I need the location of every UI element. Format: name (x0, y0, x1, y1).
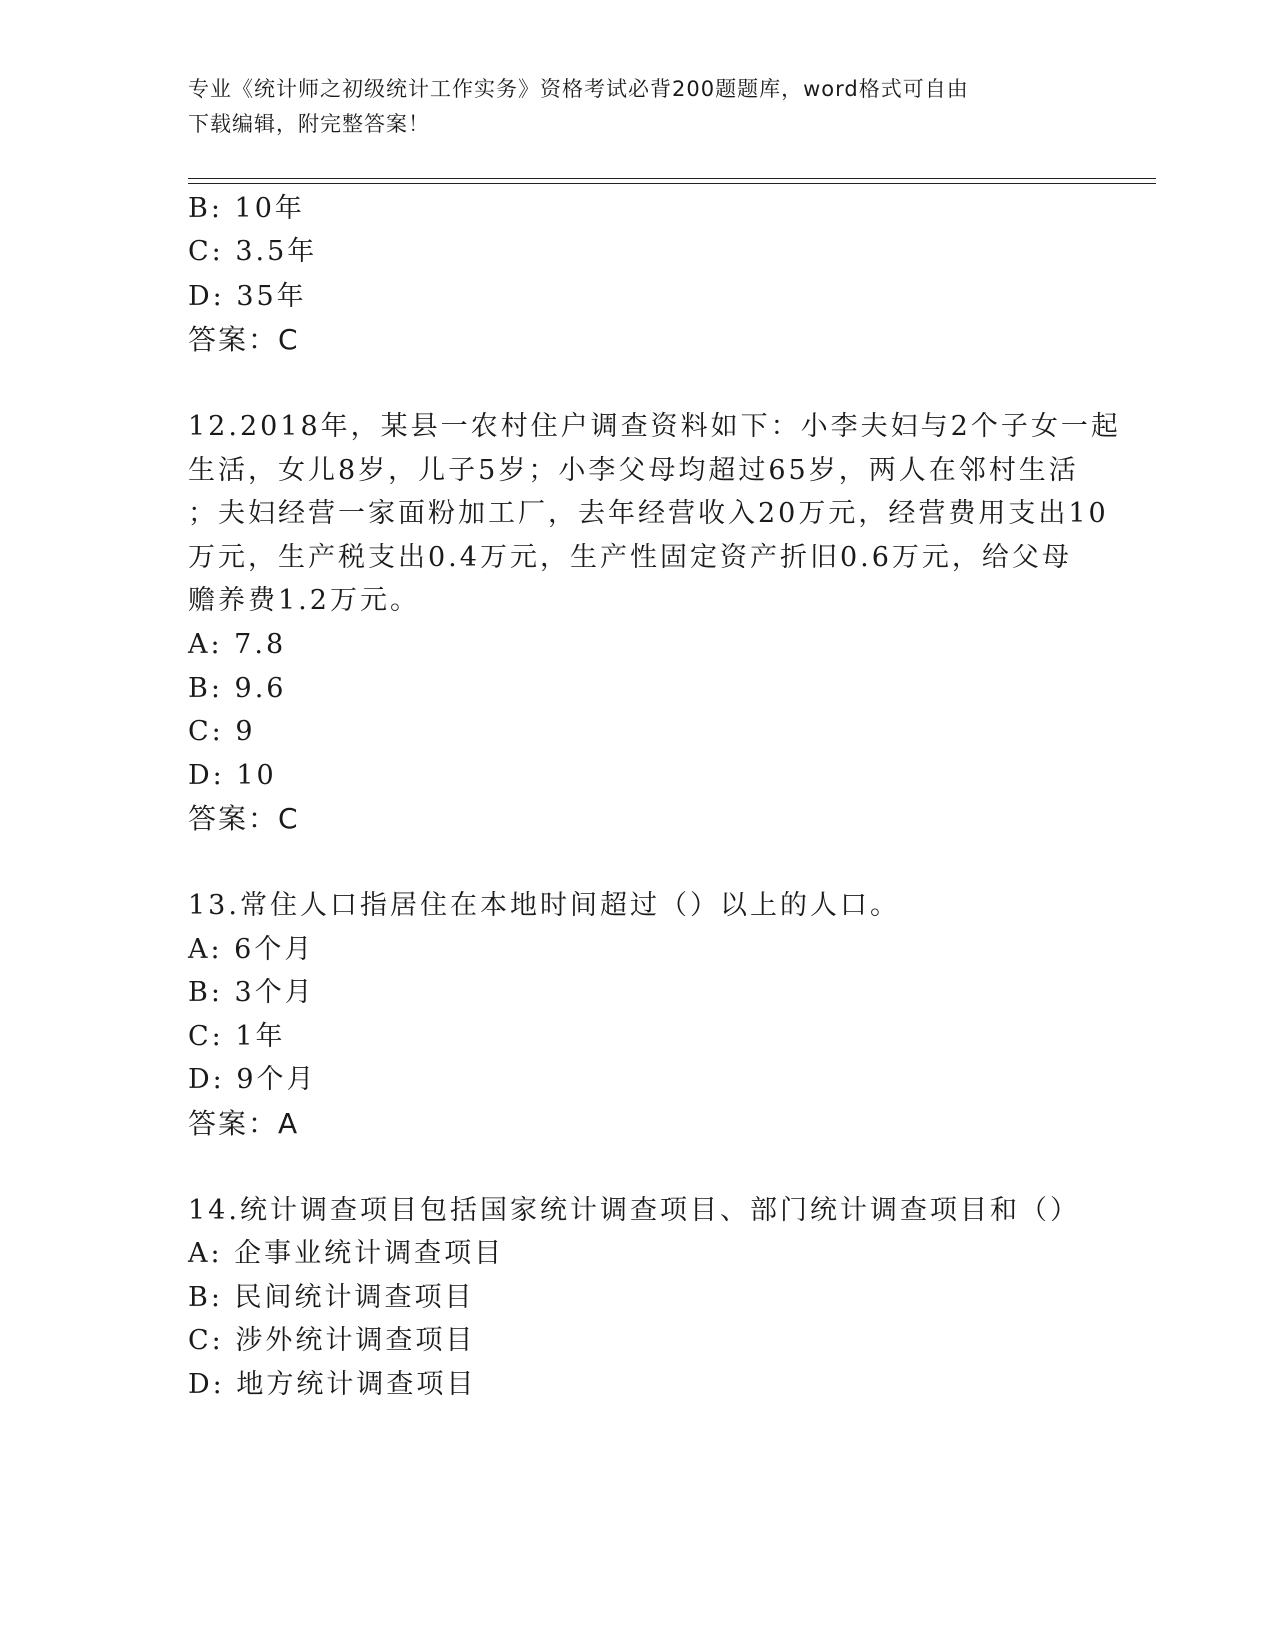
q13-answer: 答案：A (188, 1107, 300, 1140)
header-divider-bottom (188, 183, 1156, 184)
q12-stem-line-3: ；夫妇经营一家面粉加工厂，去年经营收入20万元，经营费用支出10 (188, 498, 1109, 529)
q13-option-b: B: 3个月 (188, 977, 315, 1008)
q14-option-b: B: 民间统计调查项目 (188, 1282, 475, 1313)
q14-option-a: A: 企事业统计调查项目 (188, 1238, 505, 1269)
q14-option-d: D: 地方统计调查项目 (188, 1369, 477, 1400)
document-header (188, 72, 1088, 142)
q12-stem-line-1: 12.2018年，某县一农村住户调查资料如下：小李夫妇与2个子女一起 (188, 411, 1121, 442)
q12-option-c: C: 9 (188, 716, 256, 747)
q11-option-d: D: 35年 (188, 281, 307, 312)
q12-option-d: D: 10 (188, 760, 277, 791)
q12-answer: 答案：C (188, 802, 300, 835)
q12-stem-line-5: 赡养费1.2万元。 (188, 585, 420, 616)
q13-option-d: D: 9个月 (188, 1064, 317, 1095)
header-title-line-2: 下载编辑，附完整答案！ (188, 112, 430, 136)
q13-option-a: A: 6个月 (188, 934, 315, 965)
q11-option-b: B: 10年 (188, 193, 305, 224)
q11-option-c: C: 3.5年 (188, 236, 318, 267)
q12-stem-line-2: 生活，女儿8岁，儿子5岁；小李父母均超过65岁，两人在邻村生活 (188, 455, 1079, 486)
q13-option-c: C: 1年 (188, 1021, 286, 1052)
header-divider-top (188, 178, 1156, 179)
q12-stem-line-4: 万元，生产税支出0.4万元，生产性固定资产折旧0.6万元，给父母 (188, 542, 1072, 573)
q12-option-a: A: 7.8 (188, 629, 287, 660)
q12-option-b: B: 9.6 (188, 673, 287, 704)
q11-answer: 答案：C (188, 323, 300, 356)
q14-option-c: C: 涉外统计调查项目 (188, 1325, 476, 1356)
q13-stem: 13.常住人口指居住在本地时间超过（）以上的人口。 (188, 890, 900, 921)
header-title-line-1: 专业《统计师之初级统计工作实务》资格考试必背200题题库，word格式可自由 (188, 77, 969, 101)
q14-stem: 14.统计调查项目包括国家统计调查项目、部门统计调查项目和（） (188, 1195, 1080, 1226)
